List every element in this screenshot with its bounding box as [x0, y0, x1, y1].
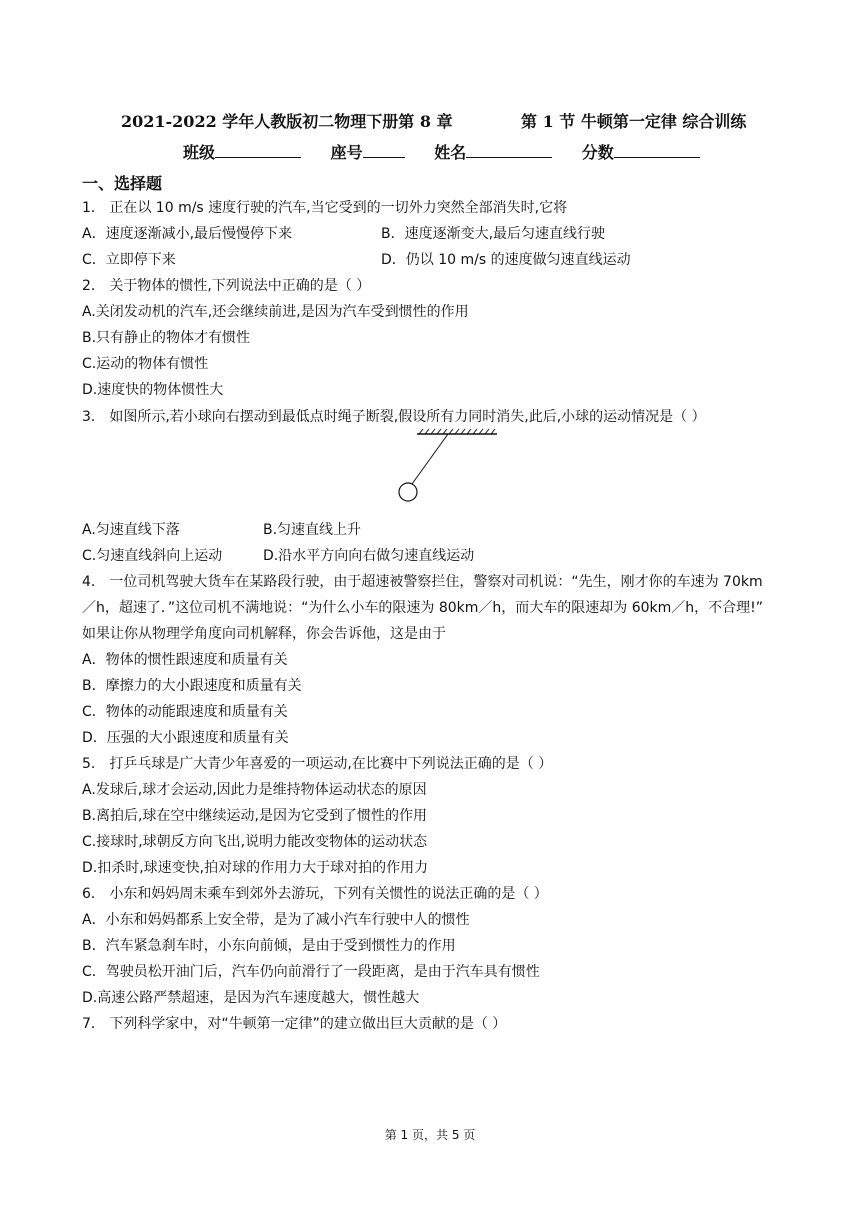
- q4-option-d: D．压强的大小跟速度和质量有关: [82, 730, 289, 746]
- q6-option-a: A．小东和妈妈都系上安全带，是为了减小汽车行驶中人的惯性: [82, 912, 470, 928]
- q5-option-c: C.接球时,球朝反方向飞出,说明力能改变物体的运动状态: [82, 834, 428, 850]
- q1-option-b: B．速度逐渐变大,最后匀速直线行驶: [381, 226, 606, 242]
- q3-option-d: D.沿水平方向向右做匀速直线运动: [263, 548, 475, 564]
- q2-option-b: B.只有静止的物体才有惯性: [82, 330, 251, 346]
- q3-option-a: A.匀速直线下落: [82, 522, 180, 538]
- q3-option-c: C.匀速直线斜向上运动: [82, 548, 223, 564]
- pendulum-figure: [395, 427, 505, 507]
- q6-option-b: B．汽车紧急刹车时，小东向前倾，是由于受到惯性力的作用: [82, 938, 456, 954]
- rope-line: [412, 434, 448, 484]
- q5-option-a: A.发球后,球才会运动,因此力是维持物体运动状态的原因: [82, 782, 427, 798]
- q5-option-d: D.扣杀时,球速变快,拍对球的作用力大于球对拍的作用力: [82, 860, 429, 876]
- q2-stem: 2． 关于物体的惯性,下列说法中正确的是（ ）: [82, 278, 371, 294]
- class-field: [183, 140, 301, 163]
- score-label: 分数: [581, 143, 614, 162]
- seat-label: 座号: [330, 143, 363, 162]
- q1-option-a: A．速度逐渐减小,最后慢慢停下来: [82, 226, 293, 242]
- score-field: [582, 140, 700, 163]
- q4-stem-line2: ／h，超速了．”这位司机不满地说：“为什么小车的限速为 80km／h，而大车的限速却为 60km／h，不合理!”: [82, 600, 764, 616]
- class-blank: [215, 143, 301, 158]
- q6-option-d: D.高速公路严禁超速，是因为汽车速度越大，惯性越大: [82, 990, 420, 1006]
- seat-blank: [363, 143, 405, 158]
- q4-option-b: B．摩擦力的大小跟速度和质量有关: [82, 678, 302, 694]
- q2-option-d: D.速度快的物体惯性大: [82, 382, 224, 398]
- q4-stem-line1: 4． 一位司机驾驶大货车在某路段行驶，由于超速被警察拦住，警察对司机说：“先生，刚才你的车速为 70km: [82, 574, 763, 590]
- q7-stem: 7． 下列科学家中，对“牛顿第一定律”的建立做出巨大贡献的是（ ）: [82, 1016, 507, 1032]
- q6-stem: 6． 小东和妈妈周末乘车到郊外去游玩，下列有关惯性的说法正确的是（ ）: [82, 886, 548, 902]
- q2-option-a: A.关闭发动机的汽车,还会继续前进,是因为汽车受到惯性的作用: [82, 304, 469, 320]
- name-blank: [466, 143, 552, 158]
- section-title: 一、选择题: [82, 174, 163, 193]
- q4-option-c: C．物体的动能跟速度和质量有关: [82, 704, 288, 720]
- student-info-line: [183, 140, 718, 163]
- class-label: 班级: [183, 143, 216, 162]
- title-left: 2021-2022 学年人教版初二物理下册第 8 章: [121, 112, 453, 131]
- seat-field: [331, 140, 405, 163]
- q3-stem: 3． 如图所示,若小球向右摆动到最低点时绳子断裂,假设所有力同时消失,此后,小球的运动情况是（ ）: [82, 409, 706, 425]
- q1-option-c: C．立即停下来: [82, 252, 176, 268]
- q4-stem-line3: 如果让你从物理学角度向司机解释，你会告诉他，这是由于: [82, 626, 446, 642]
- q1-stem: 1． 正在以 10 m/s 速度行驶的汽车,当它受到的一切外力突然全部消失时,它将: [82, 200, 568, 216]
- q4-option-a: A．物体的惯性跟速度和质量有关: [82, 652, 288, 668]
- q6-option-c: C．驾驶员松开油门后，汽车仍向前滑行了一段距离，是由于汽车具有惯性: [82, 964, 540, 980]
- q2-option-c: C.运动的物体有惯性: [82, 356, 209, 372]
- page-footer: 第 1 页，共 5 页: [384, 1128, 476, 1142]
- q3-option-b: B.匀速直线上升: [263, 522, 362, 538]
- ball-circle: [399, 483, 417, 501]
- q1-option-d: D．仍以 10 m/s 的速度做匀速直线运动: [381, 252, 631, 268]
- name-field: [434, 140, 552, 163]
- score-blank: [614, 143, 700, 158]
- q5-option-b: B.离拍后,球在空中继续运动,是因为它受到了惯性的作用: [82, 808, 427, 824]
- name-label: 姓名: [434, 143, 467, 162]
- q5-stem: 5． 打乒乓球是广大青少年喜爱的一项运动,在比赛中下列说法正确的是（ ）: [82, 756, 553, 772]
- title-right: 第 1 节 牛顿第一定律 综合训练: [521, 112, 747, 131]
